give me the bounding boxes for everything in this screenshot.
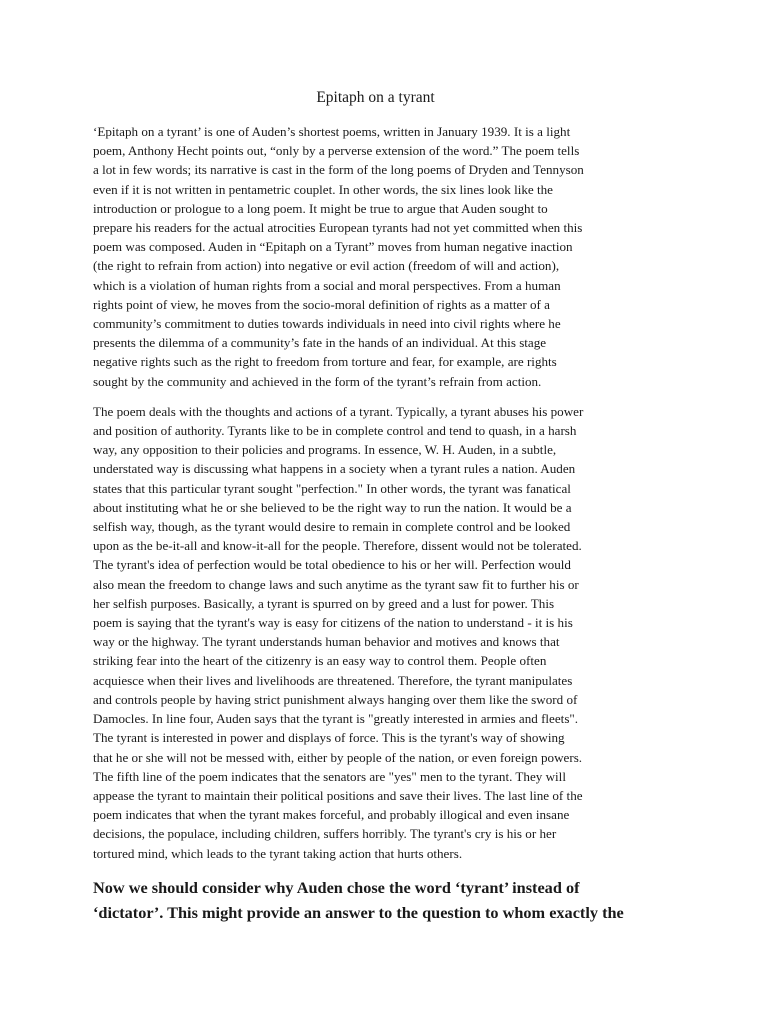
- text-line: understated way is discussing what happens in a society when a tyrant rules a nation. Auden: [93, 461, 576, 477]
- text-line: prepare his readers for the actual atrocities European tyrants had not yet committed when this: [93, 220, 583, 236]
- text-line: acquiesce when their lives and livelihoods are threatened. Therefore, the tyrant manipulates: [93, 672, 573, 688]
- text-line: about instituting what he or she believed to be the right way to run the nation. It would be a: [93, 499, 572, 515]
- text-line: a lot in few words; its narrative is cast in the form of the long poems of Dryden and Tennyson: [93, 162, 584, 178]
- text-line: introduction or prologue to a long poem. It might be true to argue that Auden sought to: [93, 200, 548, 216]
- text-line: that he or she will not be messed with, either by people of the nation, or even foreign powers.: [93, 749, 583, 765]
- paragraph-intro: [93, 122, 658, 391]
- text-line: poem was composed. Auden in “Epitaph on a Tyrant” moves from human negative inaction: [93, 239, 573, 255]
- paragraph-analysis: [93, 402, 658, 863]
- text-line: sought by the community and achieved in the form of the tyrant’s refrain from action.: [93, 373, 542, 389]
- text-line: Now we should consider why Auden chose the word ‘tyrant’ instead of: [93, 877, 580, 897]
- text-line: ‘dictator’. This might provide an answer to the question to whom exactly the: [93, 902, 624, 922]
- text-line: poem is saying that the tyrant's way is easy for citizens of the nation to understand - it is his: [93, 615, 573, 631]
- text-line: and controls people by having strict punishment always hanging over them like the sword of: [93, 691, 578, 707]
- text-line: ‘Epitaph on a tyrant’ is one of Auden’s shortest poems, written in January 1939. It is a light: [93, 124, 571, 139]
- text-line: Damocles. In line four, Auden says that the tyrant is "greatly interested in armies and fleets".: [93, 711, 579, 727]
- text-line: decisions, the populace, including children, suffers horribly. The tyrant's cry is his or her: [93, 826, 557, 842]
- text-line: which is a violation of human rights from a social and moral perspectives. From a human: [93, 277, 561, 293]
- text-line: selfish way, though, as the tyrant would desire to remain in complete control and be looked: [93, 519, 571, 535]
- text-line: way or the highway. The tyrant understands human behavior and motives and knows that: [93, 634, 560, 650]
- text-line: her selfish purposes. Basically, a tyrant is spurred on by greed and a lust for power. This: [93, 595, 555, 611]
- text-line: (the right to refrain from action) into negative or evil action (freedom of will and action),: [93, 258, 560, 274]
- text-line: negative rights such as the right to freedom from torture and fear, for example, are rights: [93, 354, 557, 370]
- text-line: even if it is not written in pentametric couplet. In other words, the six lines look like the: [93, 181, 553, 197]
- text-line: The poem deals with the thoughts and actions of a tyrant. Typically, a tyrant abuses his power: [93, 403, 584, 419]
- text-line: The fifth line of the poem indicates that the senators are "yes" men to the tyrant. They will: [93, 768, 566, 784]
- text-line: The tyrant is interested in power and displays of force. This is the tyrant's way of showing: [93, 730, 565, 746]
- text-line: presents the dilemma of a community’s fate in the hands of an individual. At this stage: [93, 335, 547, 351]
- paragraph-bold-question: [93, 875, 658, 925]
- text-line: also mean the freedom to change laws and such anytime as the tyrant saw fit to further his or: [93, 576, 579, 592]
- text-line: The tyrant's idea of perfection would be total obedience to his or her will. Perfection would: [93, 557, 571, 573]
- text-line: way, any opposition to their policies and programs. In essence, W. H. Auden, in a subtle,: [93, 442, 557, 458]
- text-line: appease the tyrant to maintain their political positions and save their lives. The last line of the: [93, 787, 583, 803]
- document-title: Epitaph on a tyrant: [316, 89, 435, 106]
- text-line: striking fear into the heart of the citizenry is an easy way to control them. People often: [93, 653, 547, 669]
- text-line: poem indicates that when the tyrant makes forceful, and probably illogical and even insane: [93, 807, 570, 823]
- text-line: states that this particular tyrant sought "perfection." In other words, the tyrant was fanatical: [93, 480, 571, 496]
- text-line: community’s commitment to duties towards individuals in need into civil rights where he: [93, 316, 561, 332]
- text-line: and position of authority. Tyrants like to be in complete control and tend to quash, in a harsh: [93, 423, 577, 439]
- text-line: tortured mind, which leads to the tyrant taking action that hurts others.: [93, 845, 463, 861]
- text-line: poem, Anthony Hecht points out, “only by a perverse extension of the word.” The poem tells: [93, 143, 580, 159]
- text-line: upon as the be-it-all and know-it-all for the people. Therefore, dissent would not be tolerated.: [93, 538, 582, 554]
- text-line: rights point of view, he moves from the socio-moral definition of rights as a matter of a: [93, 296, 550, 312]
